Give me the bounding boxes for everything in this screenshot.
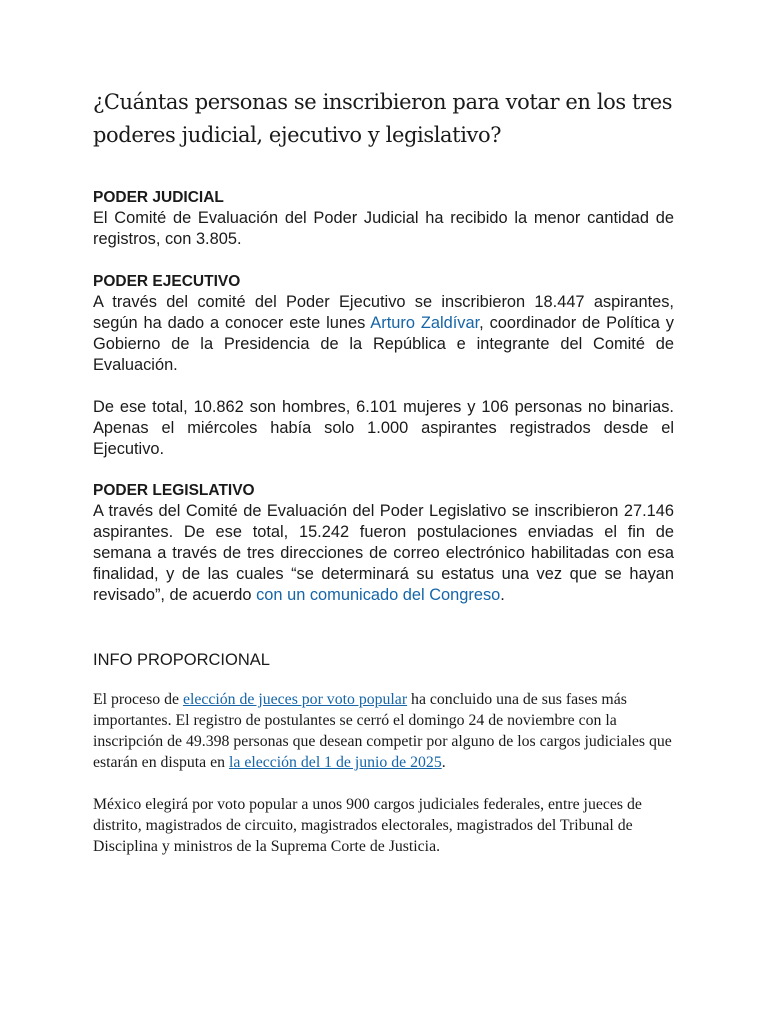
section-judicial (93, 188, 674, 250)
heading-judicial: PODER JUDICIAL (93, 189, 224, 206)
paragraph-text: , coordinador de Política y Gobierno de la Presidencia de la República e integrante del Comité de Evaluación. (93, 314, 675, 374)
heading-ejecutivo: PODER EJECUTIVO (93, 273, 241, 290)
paragraph-ejecutivo-2: De ese total, 10.862 son hombres, 6.101 mujeres y 106 personas no binarias. Apenas el miércoles había solo 1.000 aspirantes registrados desde el Ejecutivo. (93, 398, 674, 458)
paragraph-text: El proceso de (93, 691, 183, 708)
section-ejecutivo-totals (93, 397, 674, 460)
link-eleccion-junio-2025[interactable]: la elección del 1 de junio de 2025 (228, 754, 442, 771)
link-comunicado-congreso[interactable]: con un comunicado del Congreso (256, 586, 501, 604)
section-info-p2 (93, 794, 674, 857)
paragraph-judicial: El Comité de Evaluación del Poder Judicial ha recibido la menor cantidad de registros, con 3.805. (93, 209, 674, 248)
paragraph-text: . (500, 586, 505, 604)
heading-info: INFO PROPORCIONAL (93, 651, 270, 669)
section-info (93, 649, 674, 671)
section-ejecutivo (93, 272, 674, 376)
paragraph-info-2: México elegirá por voto popular a unos 900 cargos judiciales federales, entre jueces de distrito, magistrados de circuito, magistrados electorales, magistrados del Tribunal de Disciplina y ministros de la Suprema Corte de Justicia. (93, 796, 642, 855)
link-eleccion-jueces[interactable]: elección de jueces por voto popular (182, 691, 408, 708)
section-legislativo (93, 481, 674, 606)
heading-legislativo: PODER LEGISLATIVO (93, 482, 255, 499)
document-title: ¿Cuántas personas se inscribieron para votar en los tres poderes judicial, ejecutivo y legislativo? (93, 90, 673, 147)
paragraph-text: ha concluido una de sus fases más importantes. El registro de postulantes se cerró el domingo 24 de noviembre con la inscripción de 49.398 personas que desean competir por alguno de los cargos judiciales que estarán en disputa en (93, 691, 672, 771)
paragraph-legislativo (93, 501, 674, 606)
section-info-p1 (93, 689, 674, 773)
link-arturo-zaldivar[interactable]: Arturo Zaldívar (370, 314, 480, 332)
paragraph-text: A través del Comité de Evaluación del Poder Legislativo se inscribieron 27.146 aspirantes. De ese total, 15.242 fueron postulaciones enviadas el fin de semana a través de tres direcciones de correo electrónico habilitadas con esa finalidad, y de las cuales “se determinará su estatus una vez que se hayan revisado”, de acuerdo (93, 502, 674, 604)
paragraph-text: A través del comité del Poder Ejecutivo se inscribieron 18.447 aspirantes, según ha dado a conocer este lunes (93, 293, 674, 332)
paragraph-info-1 (93, 689, 674, 773)
paragraph-text: . (441, 754, 446, 771)
paragraph-ejecutivo-1 (93, 292, 674, 376)
